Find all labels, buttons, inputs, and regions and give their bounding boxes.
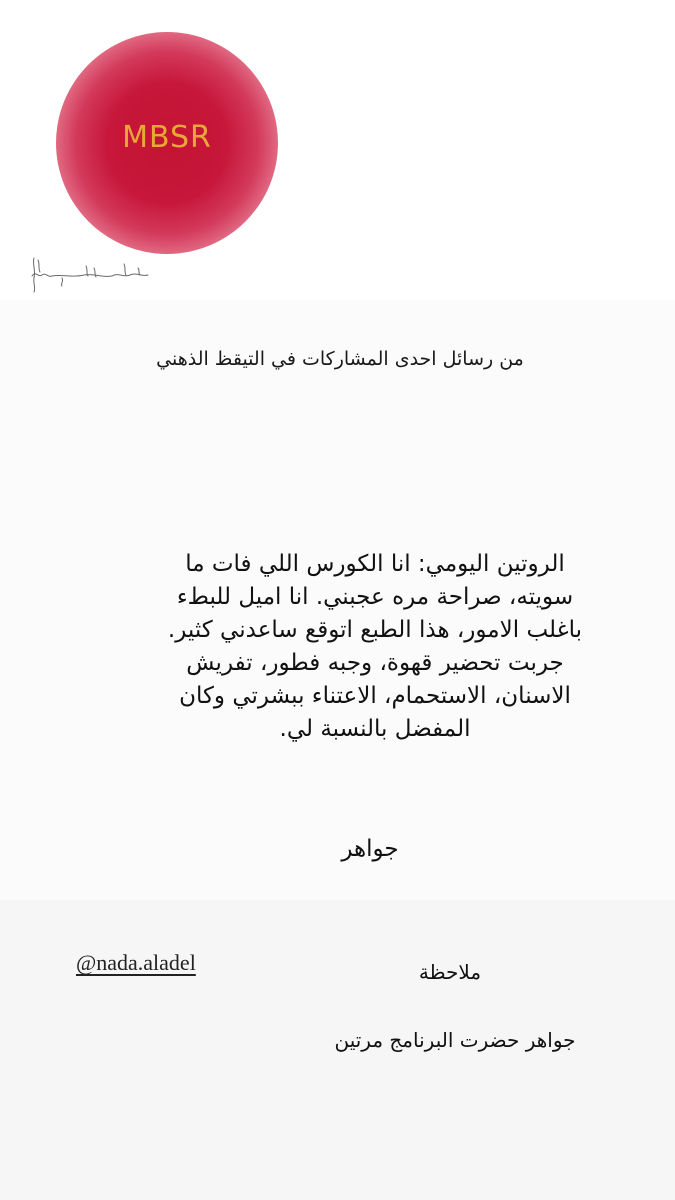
logo-text: MBSR bbox=[122, 120, 212, 155]
message-author: جواهر bbox=[341, 836, 399, 862]
message-body: الروتين اليومي: انا الكورس اللي فات ما سويته، صراحة مره عجبني. انا اميل للبطء باغلب الامور، هذا الطبع اتوقع ساعدني كثير. جربت تحضير قهوة، وجبه فطور، تفريش الاسنان، الاستحمام، الاعتناء ببشرتي وكان المفضل بالنسبة لي. bbox=[167, 551, 583, 742]
author-handle-link[interactable]: @nada.aladel bbox=[76, 950, 196, 975]
note-text: جواهر حضرت البرنامج مرتين bbox=[334, 1028, 576, 1052]
header-text: من رسائل احدى المشاركات في التيقظ الذهني bbox=[156, 348, 524, 370]
note-title: ملاحظة bbox=[418, 960, 482, 984]
handwritten-signature bbox=[28, 248, 158, 294]
